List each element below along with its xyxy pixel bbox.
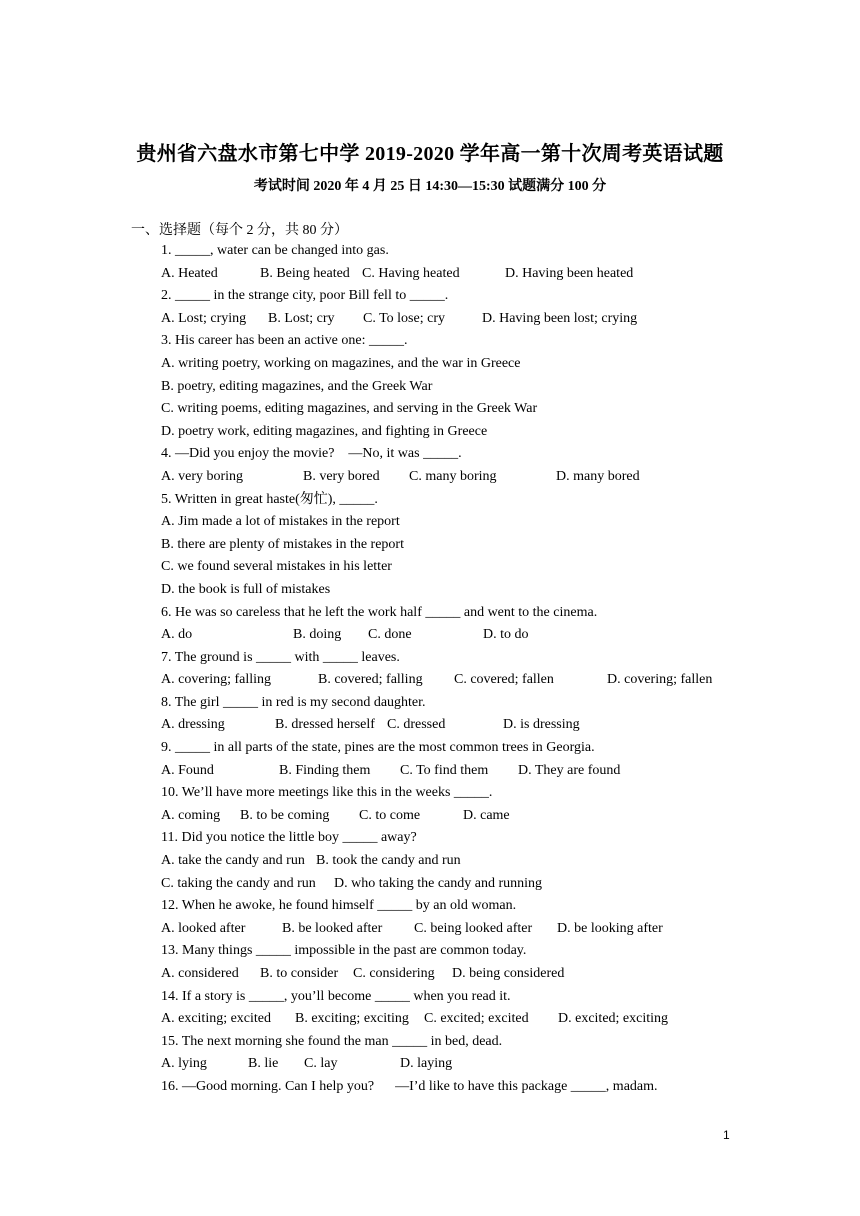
option: D. being considered	[452, 966, 565, 981]
option: A. coming	[161, 807, 221, 823]
option: C. to come	[359, 807, 421, 823]
document-title: 贵州省六盘水市第七中学 2019-2020 学年高一第十次周考英语试题	[136, 143, 724, 165]
option: A. dressing	[161, 717, 225, 733]
option: C. Having heated	[362, 265, 460, 281]
option: A. writing poetry, working on magazines, and the war in Greece	[161, 355, 521, 371]
exam-info: 考试时间 2020 年 4 月 25 日 14:30—15:30 试题满分 100 分	[253, 179, 607, 194]
question-stem: 16. —Good morning. Can I help you? —I’d like to have this package _____, madam.	[161, 1078, 658, 1094]
option: B. very bored	[303, 468, 380, 484]
option: C. covered; fallen	[454, 672, 554, 688]
option: C. taking the candy and run	[161, 875, 316, 891]
options-row	[161, 714, 781, 737]
question-stem: 7. The ground is _____ with _____ leaves.	[161, 649, 400, 665]
options-row	[161, 624, 781, 647]
option: C. many boring	[409, 468, 497, 484]
option: B. there are plenty of mistakes in the report	[161, 536, 404, 552]
option: D. many bored	[556, 468, 640, 484]
options-row	[161, 263, 781, 286]
option: A. very boring	[161, 468, 244, 484]
option: B. be looked after	[282, 920, 383, 936]
option: C. dressed	[387, 717, 446, 733]
option: B. Lost; cry	[268, 310, 335, 326]
option: C. writing poems, editing magazines, and serving in the Greek War	[161, 401, 538, 417]
option: D. poetry work, editing magazines, and fighting in Greece	[161, 423, 488, 439]
option: C. To lose; cry	[363, 310, 445, 326]
option: C. To find them	[400, 762, 489, 778]
option: B. Being heated	[260, 265, 350, 281]
question-stem: 12. When he awoke, he found himself _____ by an old woman.	[161, 898, 517, 914]
option: A. covering; falling	[161, 672, 272, 688]
options-row	[161, 850, 781, 873]
options-row	[161, 805, 781, 828]
option: D. who taking the candy and running	[334, 875, 543, 891]
question-stem: 9. _____ in all parts of the state, pines are the most common trees in Georgia.	[161, 740, 595, 756]
option: D. to do	[483, 627, 529, 643]
question-stem: 2. _____ in the strange city, poor Bill fell to _____.	[161, 288, 449, 304]
option: D. is dressing	[503, 717, 580, 733]
option: B. took the candy and run	[316, 853, 461, 869]
option: B. covered; falling	[318, 672, 423, 688]
question-stem: 4. —Did you enjoy the movie? —No, it was _____.	[161, 446, 462, 462]
options-row	[161, 1053, 781, 1076]
option: D. covering; fallen	[607, 672, 713, 688]
option: B. lie	[248, 1056, 279, 1072]
option: B. exciting; exciting	[295, 1011, 409, 1027]
option: A. lying	[161, 1056, 207, 1072]
option: B. dressed herself	[275, 717, 375, 733]
option: A. looked after	[161, 920, 246, 936]
page-number: 1	[723, 1128, 730, 1142]
option: D. be looking after	[557, 920, 663, 936]
option: A. Heated	[161, 265, 218, 281]
options-row	[161, 760, 781, 783]
options-row	[161, 669, 781, 692]
option: D. Having been heated	[505, 265, 634, 281]
question-stem: 5. Written in great haste(匆忙), _____.	[161, 491, 378, 507]
option: A. do	[161, 627, 193, 643]
option: C. lay	[304, 1056, 338, 1072]
option: B. to consider	[260, 966, 339, 981]
option: C. considering	[353, 966, 435, 981]
option: A. considered	[161, 966, 239, 981]
option: D. Having been lost; crying	[482, 310, 638, 326]
option: C. excited; excited	[424, 1011, 529, 1027]
question-stem: 3. His career has been an active one: _____.	[161, 333, 408, 349]
option: B. doing	[293, 627, 342, 643]
option: B. to be coming	[240, 807, 330, 823]
option: D. came	[463, 807, 510, 823]
option: D. They are found	[518, 762, 621, 778]
option: A. Found	[161, 762, 214, 778]
options-row	[161, 466, 781, 489]
options-row	[161, 308, 781, 331]
option: B. poetry, editing magazines, and the Greek War	[161, 378, 433, 394]
question-stem: 13. Many things _____ impossible in the past are common today.	[161, 943, 527, 959]
options-row	[161, 873, 781, 896]
option: A. take the candy and run	[161, 853, 305, 869]
option: C. being looked after	[414, 920, 533, 936]
question-stem: 14. If a story is _____, you’ll become _____ when you read it.	[161, 988, 511, 1004]
option: A. Lost; crying	[161, 310, 247, 326]
question-stem: 8. The girl _____ in red is my second daughter.	[161, 694, 426, 710]
option: C. we found several mistakes in his letter	[161, 559, 392, 575]
option: D. the book is full of mistakes	[161, 581, 331, 597]
option: B. Finding them	[279, 762, 371, 778]
question-stem: 15. The next morning she found the man _____ in bed, dead.	[161, 1033, 503, 1049]
option: A. exciting; excited	[161, 1011, 272, 1027]
option: D. laying	[400, 1056, 453, 1072]
section-heading: 一、选择题（每个 2 分，共 80 分）	[131, 223, 348, 238]
question-stem: 1. _____, water can be changed into gas.	[161, 243, 389, 258]
question-list	[161, 240, 781, 1099]
option: A. Jim made a lot of mistakes in the report	[161, 514, 400, 530]
question-stem: 10. We’ll have more meetings like this in the weeks _____.	[161, 785, 493, 801]
option: C. done	[368, 627, 412, 643]
options-row	[161, 963, 781, 986]
question-stem: 6. He was so careless that he left the work half _____ and went to the cinema.	[161, 604, 598, 620]
option: D. excited; exciting	[558, 1011, 669, 1027]
options-row	[161, 1008, 781, 1031]
options-row	[161, 918, 781, 941]
question-stem: 11. Did you notice the little boy _____ away?	[161, 830, 417, 846]
